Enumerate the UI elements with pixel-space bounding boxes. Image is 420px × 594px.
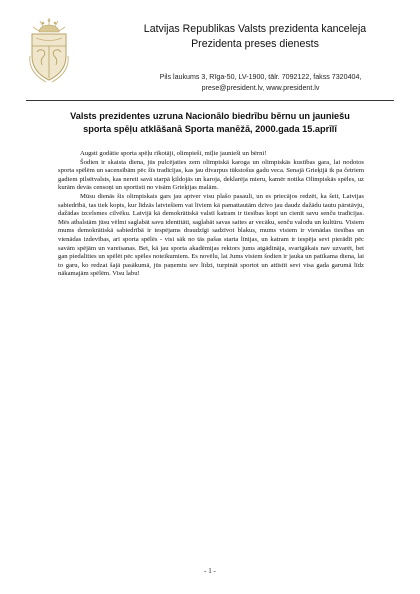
latvia-coat-of-arms-icon <box>26 16 72 84</box>
contact-email-web: prese@president.lv, www.president.lv <box>201 83 320 92</box>
department-name: Prezidenta preses dienests <box>191 37 319 50</box>
body-paragraph: Šodien ir skaista diena, jūs pulcējaties zem olimpiskā karoga un olimpiskās kustības gara, lai nodotos sporta spēlēm un sacensībām pēc šīs tradīcijas, kas jau divarpus tūkstošus gadu veca. Senajā Grieķijā ik pa četriem gadiem pilsētvalsts, kas nereti savā starpā ķildojās un karoja, deklarēja mieru, kamēr notika Olimpiskās spēles, uz kurām devās censoņi un sportisti no visām Grieķijas malām. <box>58 158 364 192</box>
body-paragraph: Mūsu dienās šis olimpiskais gars jau aptver visu plašo pasauli, un es priecājos redzēt, ka šeit, Latvijas sabiedrībā, tas tiek kopts, kur līdzās latviešiem vai līviem kā pamattautām dzīvo jau daudz dažādu tautu pārstāvju, dažādas izcelsmes cilvēku. Latvijā kā demokrātiskā valstī katram ir tiesības kopt un cienīt savu senču tradīcijas. Mēs atbalstām jūsu vēlmi saglabāt savu identitāti, saglabāt savas saites ar vecāku, senču valodu un kultūru. Visiem mums demokrātiskā sabiedrībā ir iespējams draudzīgi sadzīvot blakus, mums visiem ir vienādas tiesības un vienādas izdevības, arī sporta spēlēs - visi sāk no tās pašas starta līnijas, un katram ir iespēja sevi pierādīt pēc savām spējām un vareīsanas. Bet, kā jau sporta akadēmijas rektors jums atgādināja, svarīgākais nav uzvarēt, bet gan piedalīties un spēlēt pēc spēles noteikumiem. Es novēlu, lai Jums visiem šodien ir jauka un patīkama diena, lai to garu, ko redzat šajā pasākumā, jūs paņemtu sev līdzi, turpināt sportot un attīstīt sevi visa gada garumā līdz nākamajām spēlēm. Visu labu! <box>58 192 364 278</box>
contact-info <box>133 72 388 93</box>
organization-name: Latvijas Republikas Valsts prezidenta kanceleja <box>143 23 367 35</box>
organization-header <box>105 22 405 51</box>
document-body <box>58 150 364 279</box>
contact-address: Pils laukums 3, Rīga-50, LV-1900, tālr. 7092122, fakss 7320404, <box>159 73 362 81</box>
title-line-2: sporta spēļu atklāšanā Sporta manēžā, 2000.gada 15.aprīlī <box>83 124 337 135</box>
document-title <box>40 110 380 137</box>
header-divider <box>26 100 394 101</box>
body-paragraph: Augsti godātie sporta spēļu rīkotāji, olimpieši, mīļie jaunieši un bērni! <box>80 150 267 157</box>
title-line-1: Valsts prezidentes uzruna Nacionālo biedrību bērnu un jauniešu <box>70 111 350 121</box>
page-number: - 1 - <box>204 567 216 575</box>
